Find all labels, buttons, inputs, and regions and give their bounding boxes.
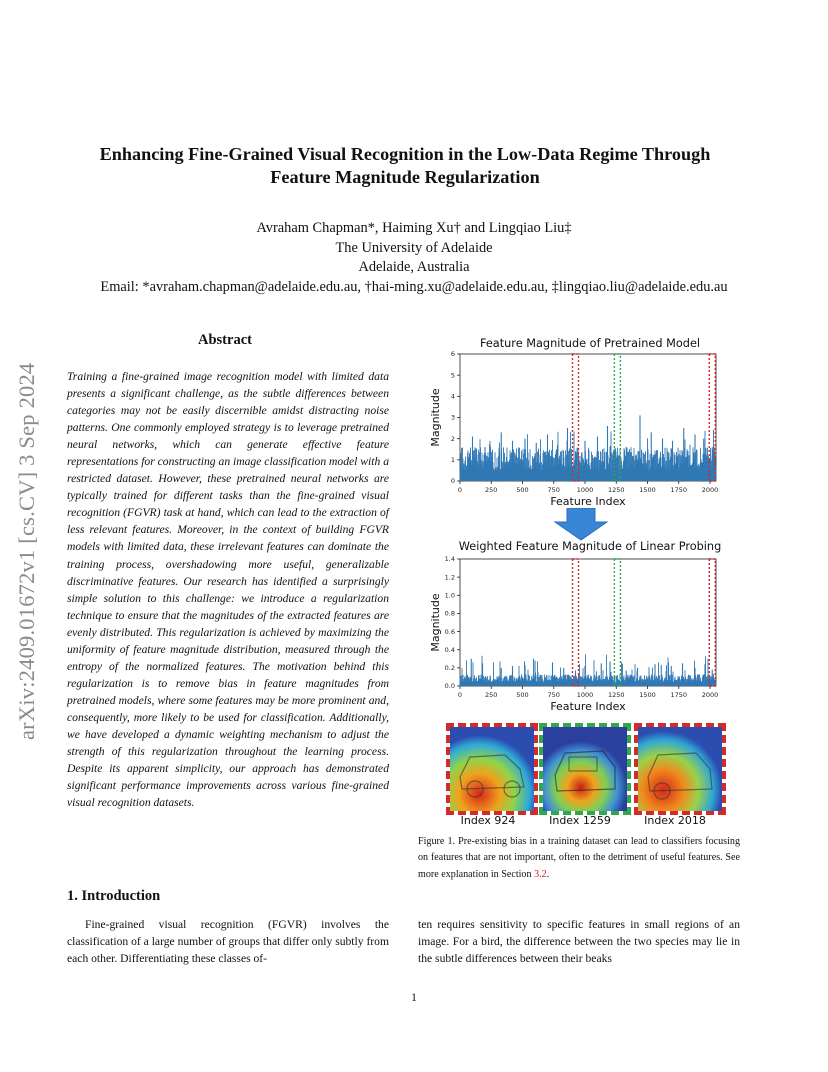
- figure-caption-end: .: [546, 868, 550, 880]
- section-ref-link[interactable]: 3.2: [534, 868, 547, 880]
- abstract-text: Training a fine-grained image recognition model with limited data presents a significant challenge, as the subtle differences between categories may not be easily discernible amidst distracting noise patterns. One commonly employed strategy is to leverage pretrained neural networks, which can generate effective feature representations for constructing an image classification model with a restricted dataset. However, these pretrained neural networks are typically trained for different tasks than the fine-grained visual recognition (FGVR) task at hand, which can lead to the extraction of less relevant features. Moreover, in the context of building FGVR models with limited data, these irrelevant features can dominate the training process, overshadowing more useful, generalizable discriminative features. Our research has identified a surprisingly simple solution to this challenge: we introduce a regularization technique to ensure that the magnitudes of the extracted features are evenly distributed. This regularization is achieved by maximizing the uniformity of feature magnitude distribution, measured through the entropy of the normalized features. The motivation behind this regularization is to remove bias in feature magnitudes from pretrained models, where some features may be more prominent and, consequently, more likely to be used for classification. Additionally, we have developed a dynamic weighting mechanism to adjust the strength of this regularization throughout the learning process. Despite its apparent simplicity, our approach has demonstrated significant performance improvements across various fine-grained visual recognition datasets.: [67, 370, 389, 810]
- heatmap-image-2018: [634, 723, 726, 815]
- chart1-ytick-label-4: 4: [450, 392, 455, 401]
- chart1-ylabel: Magnitude: [429, 388, 442, 447]
- intro-left-text: Fine-grained visual recognition (FGVR) involves the classification of a large number of groups that differ only subtly from each other. Differentiating these classes of-: [67, 918, 389, 966]
- chart2-xtick-label-1250: 1250: [607, 691, 625, 699]
- location: Adelaide, Australia: [358, 259, 470, 275]
- chart1-ytick-label-3: 3: [450, 413, 455, 422]
- chart1-xtick-label-1500: 1500: [639, 486, 656, 494]
- chart2-xlabel: Feature Index: [550, 700, 626, 713]
- chart1-xlabel: Feature Index: [550, 495, 626, 508]
- chart1-xtick-label-0: 0: [457, 486, 463, 494]
- chart2-ylabel: Magnitude: [429, 593, 442, 652]
- email-line: Email: *avraham.chapman@adelaide.edu.au, †hai-ming.xu@adelaide.edu.au, ‡lingqiao.liu@adelaide.edu.au: [100, 278, 728, 295]
- chart2-xtick-label-500: 500: [516, 691, 529, 699]
- paper-title-line1: Enhancing Fine-Grained Visual Recognition in the Low-Data Regime Through: [99, 144, 711, 164]
- affiliation: The University of Adelaide: [335, 239, 493, 256]
- chart2-svg: [420, 555, 760, 715]
- heatmap-image-924: [446, 723, 538, 815]
- heatmap-image-1259: [539, 723, 631, 815]
- intro-right-text: ten requires sensitivity to specific features in small regions of an image. For a bird, the difference between the two species may lie in the subtle differences between their beaks: [418, 918, 740, 966]
- chart2-signal-line: [460, 654, 716, 686]
- paper-title: [60, 143, 750, 189]
- chart2-ytick-label-0.4: 0.4: [444, 645, 455, 654]
- chart2-xtick-label-1500: 1500: [639, 691, 656, 699]
- figure-caption-text: Figure 1. Pre-existing bias in a training dataset can lead to classifiers focusing on features that are not important, often to the detriment of useful features. See more explanation in Section: [418, 836, 740, 880]
- paper-title-line2: Feature Magnitude Regularization: [270, 167, 540, 187]
- heatmap-924-graphic: [450, 727, 534, 811]
- heatmap-2018-graphic: [638, 727, 722, 811]
- chart2-ytick-label-0: 0.0: [444, 682, 455, 691]
- author-block: [40, 219, 788, 297]
- chart1-svg: [420, 350, 760, 510]
- chart2-highlight-1259: [614, 559, 620, 686]
- heatmap-1259-graphic: [543, 727, 627, 811]
- chart1-xtick-label-1750: 1750: [670, 486, 688, 494]
- chart2-xtick-label-2000: 2000: [701, 691, 719, 699]
- chart2-ytick-label-1.4: 1.4: [444, 555, 455, 564]
- intro-heading: 1. Introduction: [67, 888, 161, 904]
- chart2-title: Weighted Feature Magnitude of Linear Probing: [458, 540, 722, 553]
- chart1-ytick-label-1: 1: [450, 456, 455, 465]
- chart2-xtick-label-250: 250: [485, 691, 498, 699]
- page-number: 1: [411, 990, 417, 1004]
- chart2-ytick-label-0.6: 0.6: [444, 627, 455, 636]
- arxiv-identifier: arXiv:2409.01672v1 [cs.CV] 3 Sep 2024: [14, 362, 39, 740]
- heatmap-label-924: Index 924: [460, 814, 516, 827]
- chart1-title: Feature Magnitude of Pretrained Model: [479, 337, 701, 350]
- chart2-xtick-label-1000: 1000: [576, 691, 594, 699]
- chart2-highlight-924: [573, 559, 579, 686]
- chart1-ytick-label-6: 6: [450, 350, 455, 359]
- chart1-xtick-label-1250: 1250: [607, 486, 625, 494]
- author-names: Avraham Chapman*, Haiming Xu† and Lingqiao Liu‡: [256, 220, 572, 236]
- chart1-ytick-label-5: 5: [450, 371, 455, 380]
- chart1-xtick-label-250: 250: [485, 486, 498, 494]
- chart1-ytick-label-0: 0: [450, 477, 455, 486]
- chart2-ytick-label-1: 1.0: [444, 591, 455, 600]
- heatmap-label-1259: Index 1259: [549, 814, 611, 827]
- chart2-highlight-2018: [709, 559, 715, 686]
- chart2-xtick-label-1750: 1750: [670, 691, 688, 699]
- figure-caption: [418, 834, 740, 883]
- chart2-ytick-label-0.8: 0.8: [444, 609, 455, 618]
- abstract-heading: Abstract: [198, 332, 252, 348]
- chart2-frame: [460, 559, 716, 686]
- chart1-xtick-label-500: 500: [516, 486, 529, 494]
- chart1-xtick-label-2000: 2000: [701, 486, 719, 494]
- chart1-xtick-label-1000: 1000: [576, 486, 594, 494]
- chart1-ytick-label-2: 2: [450, 434, 455, 443]
- chart2-ytick-label-0.2: 0.2: [444, 664, 455, 673]
- chart1-signal-line: [460, 430, 716, 481]
- chart2-xtick-label-0: 0: [457, 691, 463, 699]
- chart1-xtick-label-750: 750: [547, 486, 560, 494]
- chart2-xtick-label-750: 750: [547, 691, 560, 699]
- chart2-ytick-label-1.2: 1.2: [444, 573, 455, 582]
- heatmap-label-2018: Index 2018: [644, 814, 706, 827]
- down-arrow-icon: [553, 508, 609, 542]
